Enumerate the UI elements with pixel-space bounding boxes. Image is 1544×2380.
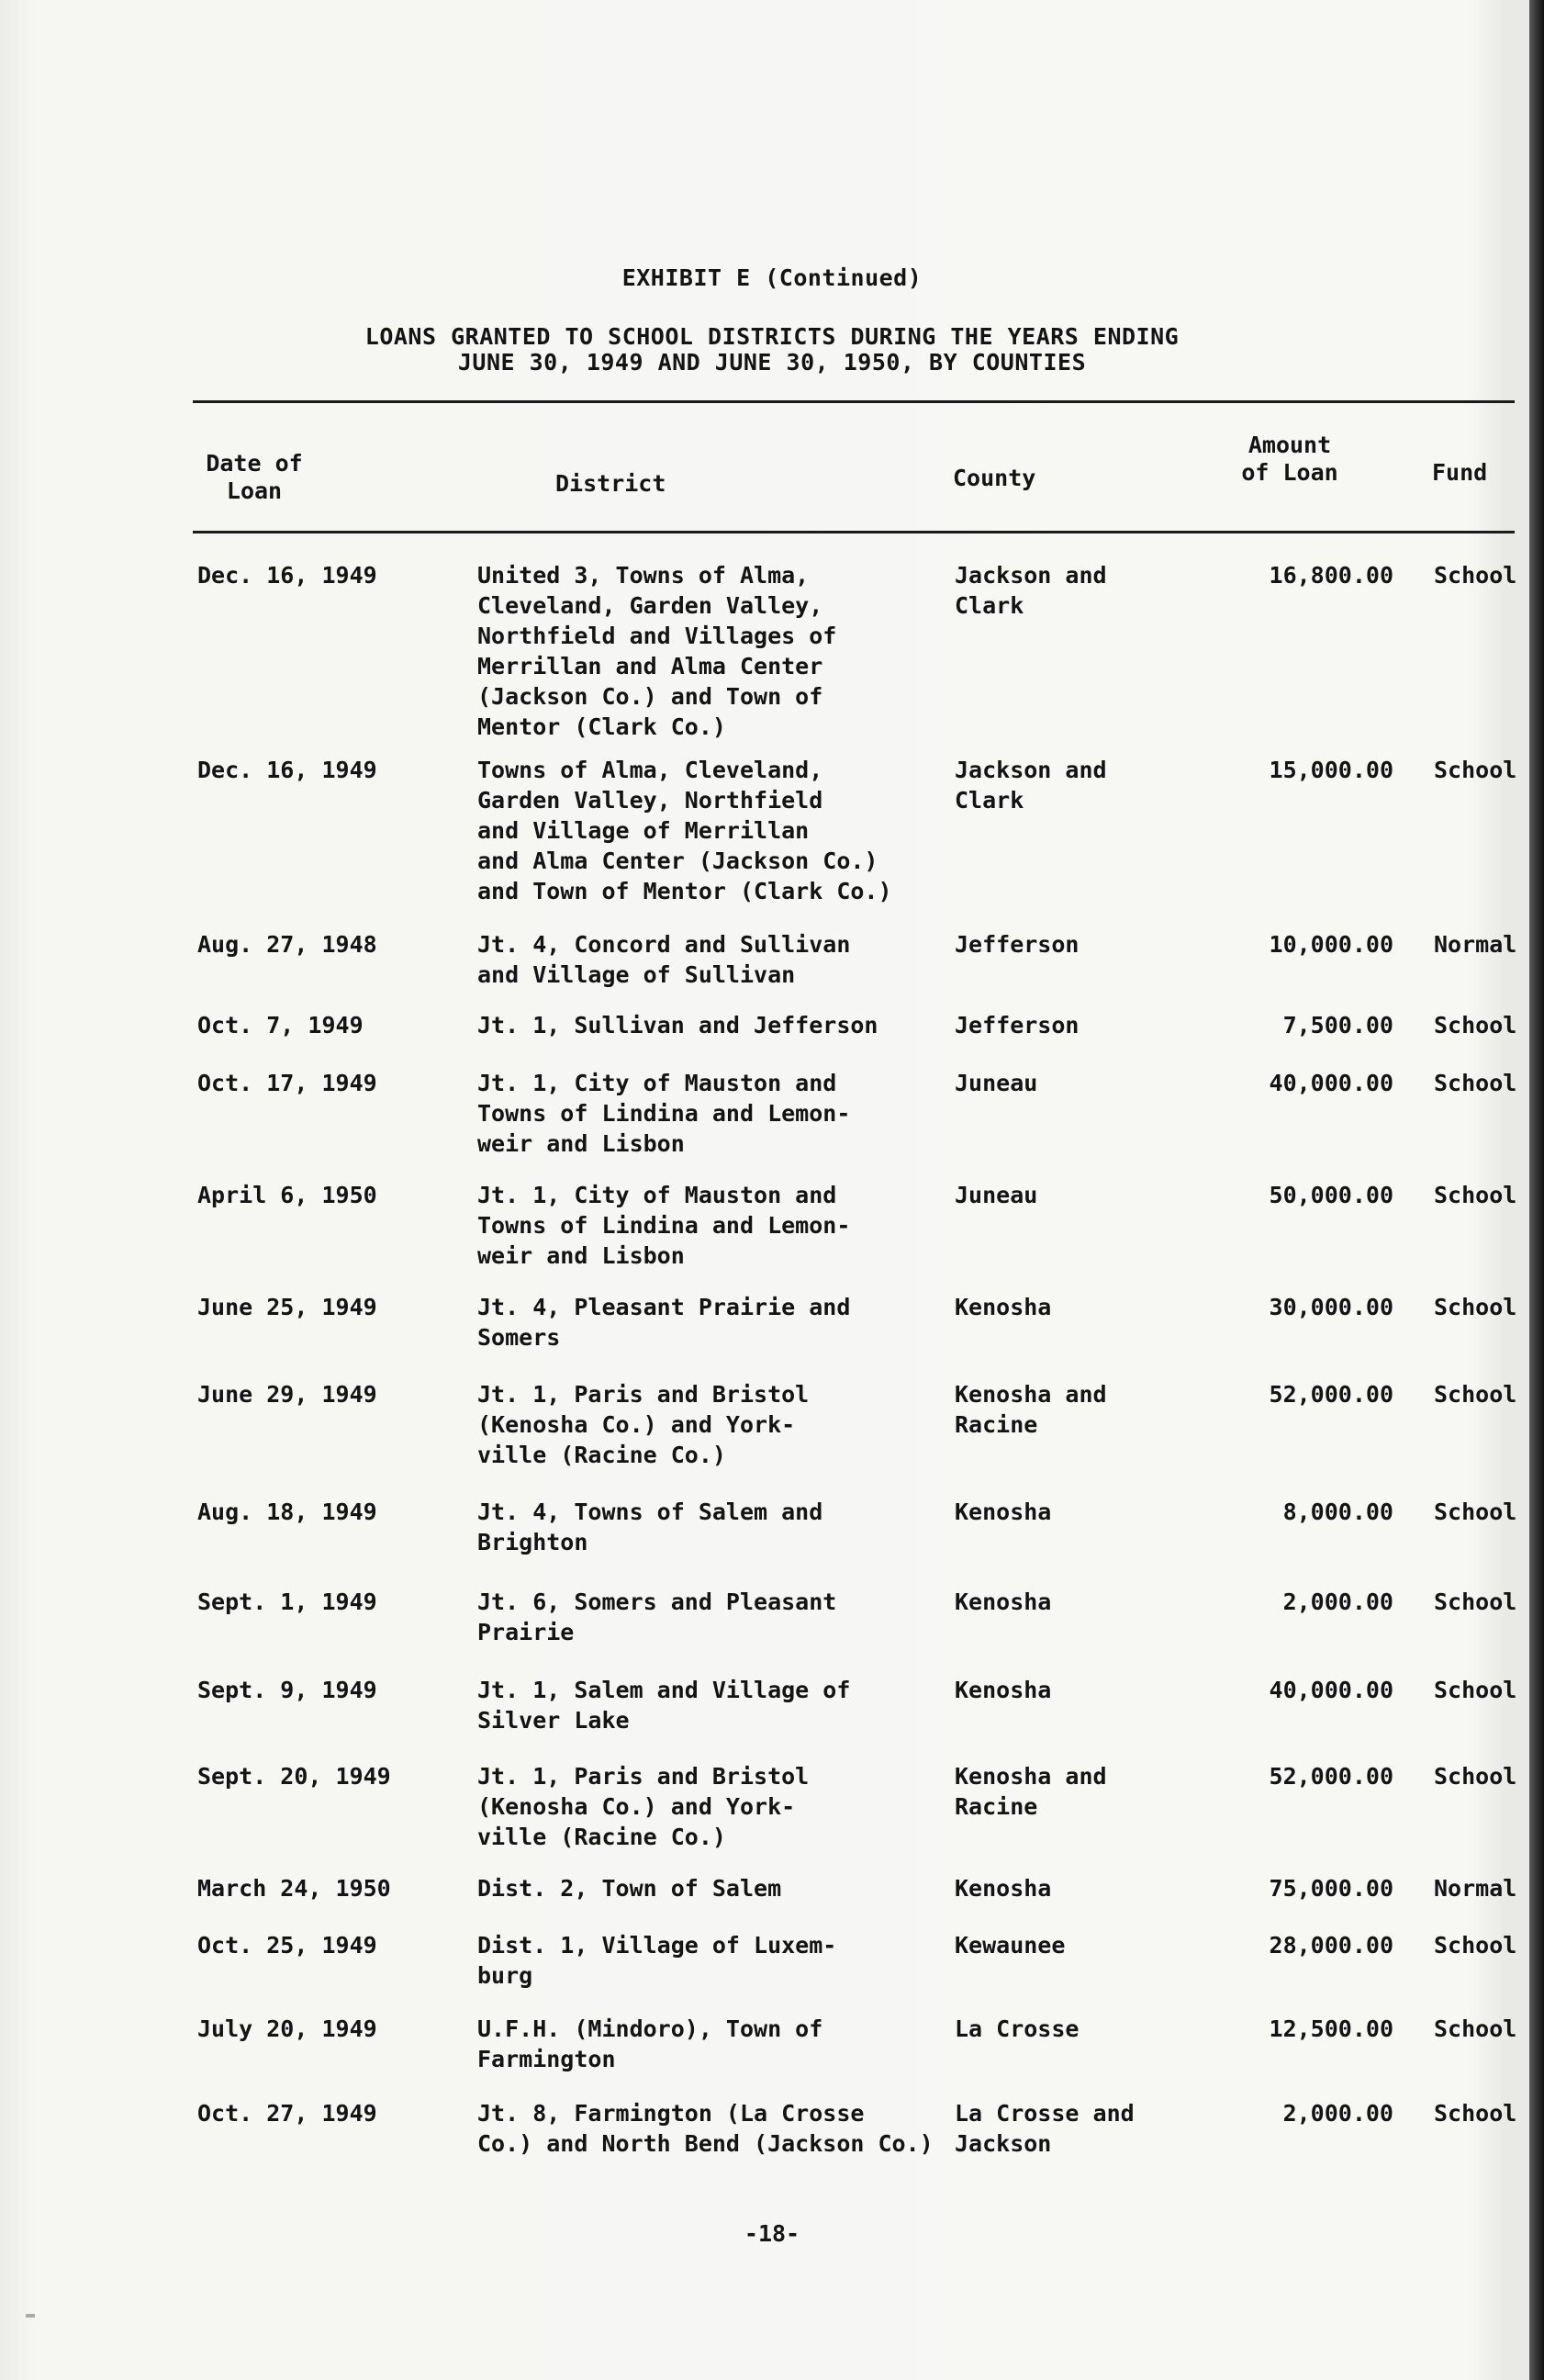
cell-amount: 52,000.00	[1269, 1763, 1393, 1790]
cell-district: Jt. 1, Paris and Bristol (Kenosha Co.) and York- ville (Racine Co.)	[477, 1381, 810, 1468]
cell-date: Oct. 7, 1949	[197, 1012, 364, 1038]
cell-fund: School	[1434, 1499, 1517, 1525]
cell-amount: 52,000.00	[1269, 1381, 1393, 1408]
cell-district: Jt. 1, Paris and Bristol (Kenosha Co.) and York- ville (Racine Co.)	[477, 1763, 810, 1850]
cell-fund: School	[1434, 1589, 1517, 1615]
cell-county: Kenosha	[955, 1875, 1052, 1902]
cell-county: Jefferson	[955, 931, 1080, 958]
cell-fund: Normal	[1434, 1875, 1517, 1902]
cell-fund: School	[1434, 1294, 1517, 1320]
cell-date: Oct. 27, 1949	[197, 2100, 377, 2127]
cell-fund: School	[1434, 1932, 1517, 1959]
cell-date: June 29, 1949	[197, 1381, 377, 1408]
cell-date: Dec. 16, 1949	[197, 562, 377, 589]
cell-county: Kenosha	[955, 1589, 1052, 1615]
cell-amount: 28,000.00	[1269, 1932, 1393, 1959]
cell-district: Jt. 4, Pleasant Prairie and Somers	[477, 1294, 851, 1351]
cell-date: Aug. 27, 1948	[197, 931, 377, 958]
cell-county: Kenosha	[955, 1294, 1052, 1320]
cell-district: United 3, Towns of Alma, Cleveland, Garden Valley, Northfield and Villages of Merrillan and Alma Center (Jackson Co.) and Town of Mentor (Clark Co.)	[477, 562, 837, 740]
cell-amount: 15,000.00	[1269, 757, 1393, 783]
scan-mark	[26, 2314, 35, 2318]
cell-district: Jt. 6, Somers and Pleasant Prairie	[477, 1589, 837, 1645]
cell-amount: 40,000.00	[1269, 1677, 1393, 1703]
cell-amount: 75,000.00	[1269, 1875, 1393, 1902]
cell-fund: Normal	[1434, 931, 1517, 958]
cell-county: Kenosha	[955, 1677, 1052, 1703]
cell-district: Jt. 8, Farmington (La Crosse Co.) and North Bend (Jackson Co.)	[477, 2100, 934, 2157]
cell-date: April 6, 1950	[197, 1182, 377, 1208]
cell-county: Jackson and Clark	[955, 562, 1107, 619]
cell-date: Dec. 16, 1949	[197, 757, 377, 783]
cell-amount: 50,000.00	[1269, 1182, 1393, 1208]
cell-date: Sept. 20, 1949	[197, 1763, 391, 1790]
cell-amount: 12,500.00	[1269, 2015, 1393, 2042]
header-bottom-rule	[193, 531, 1515, 533]
column-header-amount: Amount of Loan	[1241, 432, 1338, 486]
cell-amount: 30,000.00	[1269, 1294, 1393, 1320]
cell-county: Jackson and Clark	[955, 757, 1107, 814]
cell-fund: School	[1434, 2015, 1517, 2042]
cell-county: Kewaunee	[955, 1932, 1066, 1959]
cell-fund: School	[1434, 1677, 1517, 1703]
cell-fund: School	[1434, 1381, 1517, 1408]
cell-date: Sept. 1, 1949	[197, 1589, 377, 1615]
cell-fund: School	[1434, 1070, 1517, 1096]
cell-district: Jt. 1, City of Mauston and Towns of Lindina and Lemon- weir and Lisbon	[477, 1070, 851, 1157]
column-header-fund: Fund	[1432, 459, 1488, 486]
cell-district: Dist. 2, Town of Salem	[477, 1875, 782, 1902]
cell-date: March 24, 1950	[197, 1875, 391, 1902]
column-header-date: Date of Loan	[206, 450, 303, 504]
cell-fund: School	[1434, 757, 1517, 783]
table-title-line-1: LOANS GRANTED TO SCHOOL DISTRICTS DURING THE YEARS ENDING	[364, 323, 1180, 350]
cell-county: La Crosse and Jackson	[955, 2100, 1135, 2157]
column-header-county: County	[953, 465, 1036, 491]
header-top-rule	[193, 400, 1515, 403]
cell-fund: School	[1434, 2100, 1517, 2127]
cell-date: Oct. 25, 1949	[197, 1932, 377, 1959]
exhibit-heading: EXHIBIT E (Continued)	[621, 264, 923, 291]
cell-fund: School	[1434, 562, 1517, 589]
cell-district: U.F.H. (Mindoro), Town of Farmington	[477, 2015, 823, 2072]
cell-district: Jt. 1, City of Mauston and Towns of Lindina and Lemon- weir and Lisbon	[477, 1182, 851, 1269]
cell-amount: 8,000.00	[1282, 1499, 1393, 1525]
cell-date: Oct. 17, 1949	[197, 1070, 377, 1096]
cell-amount: 16,800.00	[1269, 562, 1393, 589]
cell-county: Kenosha and Racine	[955, 1763, 1107, 1820]
cell-county: Kenosha and Racine	[955, 1381, 1107, 1438]
cell-district: Jt. 4, Concord and Sullivan and Village of Sullivan	[477, 931, 851, 988]
cell-county: Jefferson	[955, 1012, 1080, 1038]
cell-district: Dist. 1, Village of Luxem- burg	[477, 1932, 837, 1989]
cell-district: Jt. 4, Towns of Salem and Brighton	[477, 1499, 823, 1555]
cell-district: Jt. 1, Sullivan and Jefferson	[477, 1012, 878, 1038]
cell-fund: School	[1434, 1012, 1517, 1038]
cell-county: Juneau	[955, 1070, 1038, 1096]
cell-fund: School	[1434, 1763, 1517, 1790]
column-header-district: District	[555, 470, 666, 497]
cell-amount: 40,000.00	[1269, 1070, 1393, 1096]
cell-amount: 7,500.00	[1282, 1012, 1393, 1038]
page-number: -18-	[744, 2220, 800, 2247]
cell-amount: 2,000.00	[1282, 2100, 1393, 2127]
cell-district: Jt. 1, Salem and Village of Silver Lake	[477, 1677, 851, 1734]
cell-amount: 2,000.00	[1282, 1589, 1393, 1615]
cell-district: Towns of Alma, Cleveland, Garden Valley, Northfield and Village of Merrillan and Alma Center (Jackson Co.) and Town of Mentor (Clark Co.)	[477, 757, 892, 904]
cell-date: July 20, 1949	[197, 2015, 377, 2042]
table-title-line-2: JUNE 30, 1949 AND JUNE 30, 1950, BY COUNTIES	[457, 349, 1087, 376]
cell-date: Aug. 18, 1949	[197, 1499, 377, 1525]
cell-fund: School	[1434, 1182, 1517, 1208]
cell-county: Kenosha	[955, 1499, 1052, 1525]
cell-date: Sept. 9, 1949	[197, 1677, 377, 1703]
cell-amount: 10,000.00	[1269, 931, 1393, 958]
cell-county: La Crosse	[955, 2015, 1080, 2042]
cell-date: June 25, 1949	[197, 1294, 377, 1320]
cell-county: Juneau	[955, 1182, 1038, 1208]
